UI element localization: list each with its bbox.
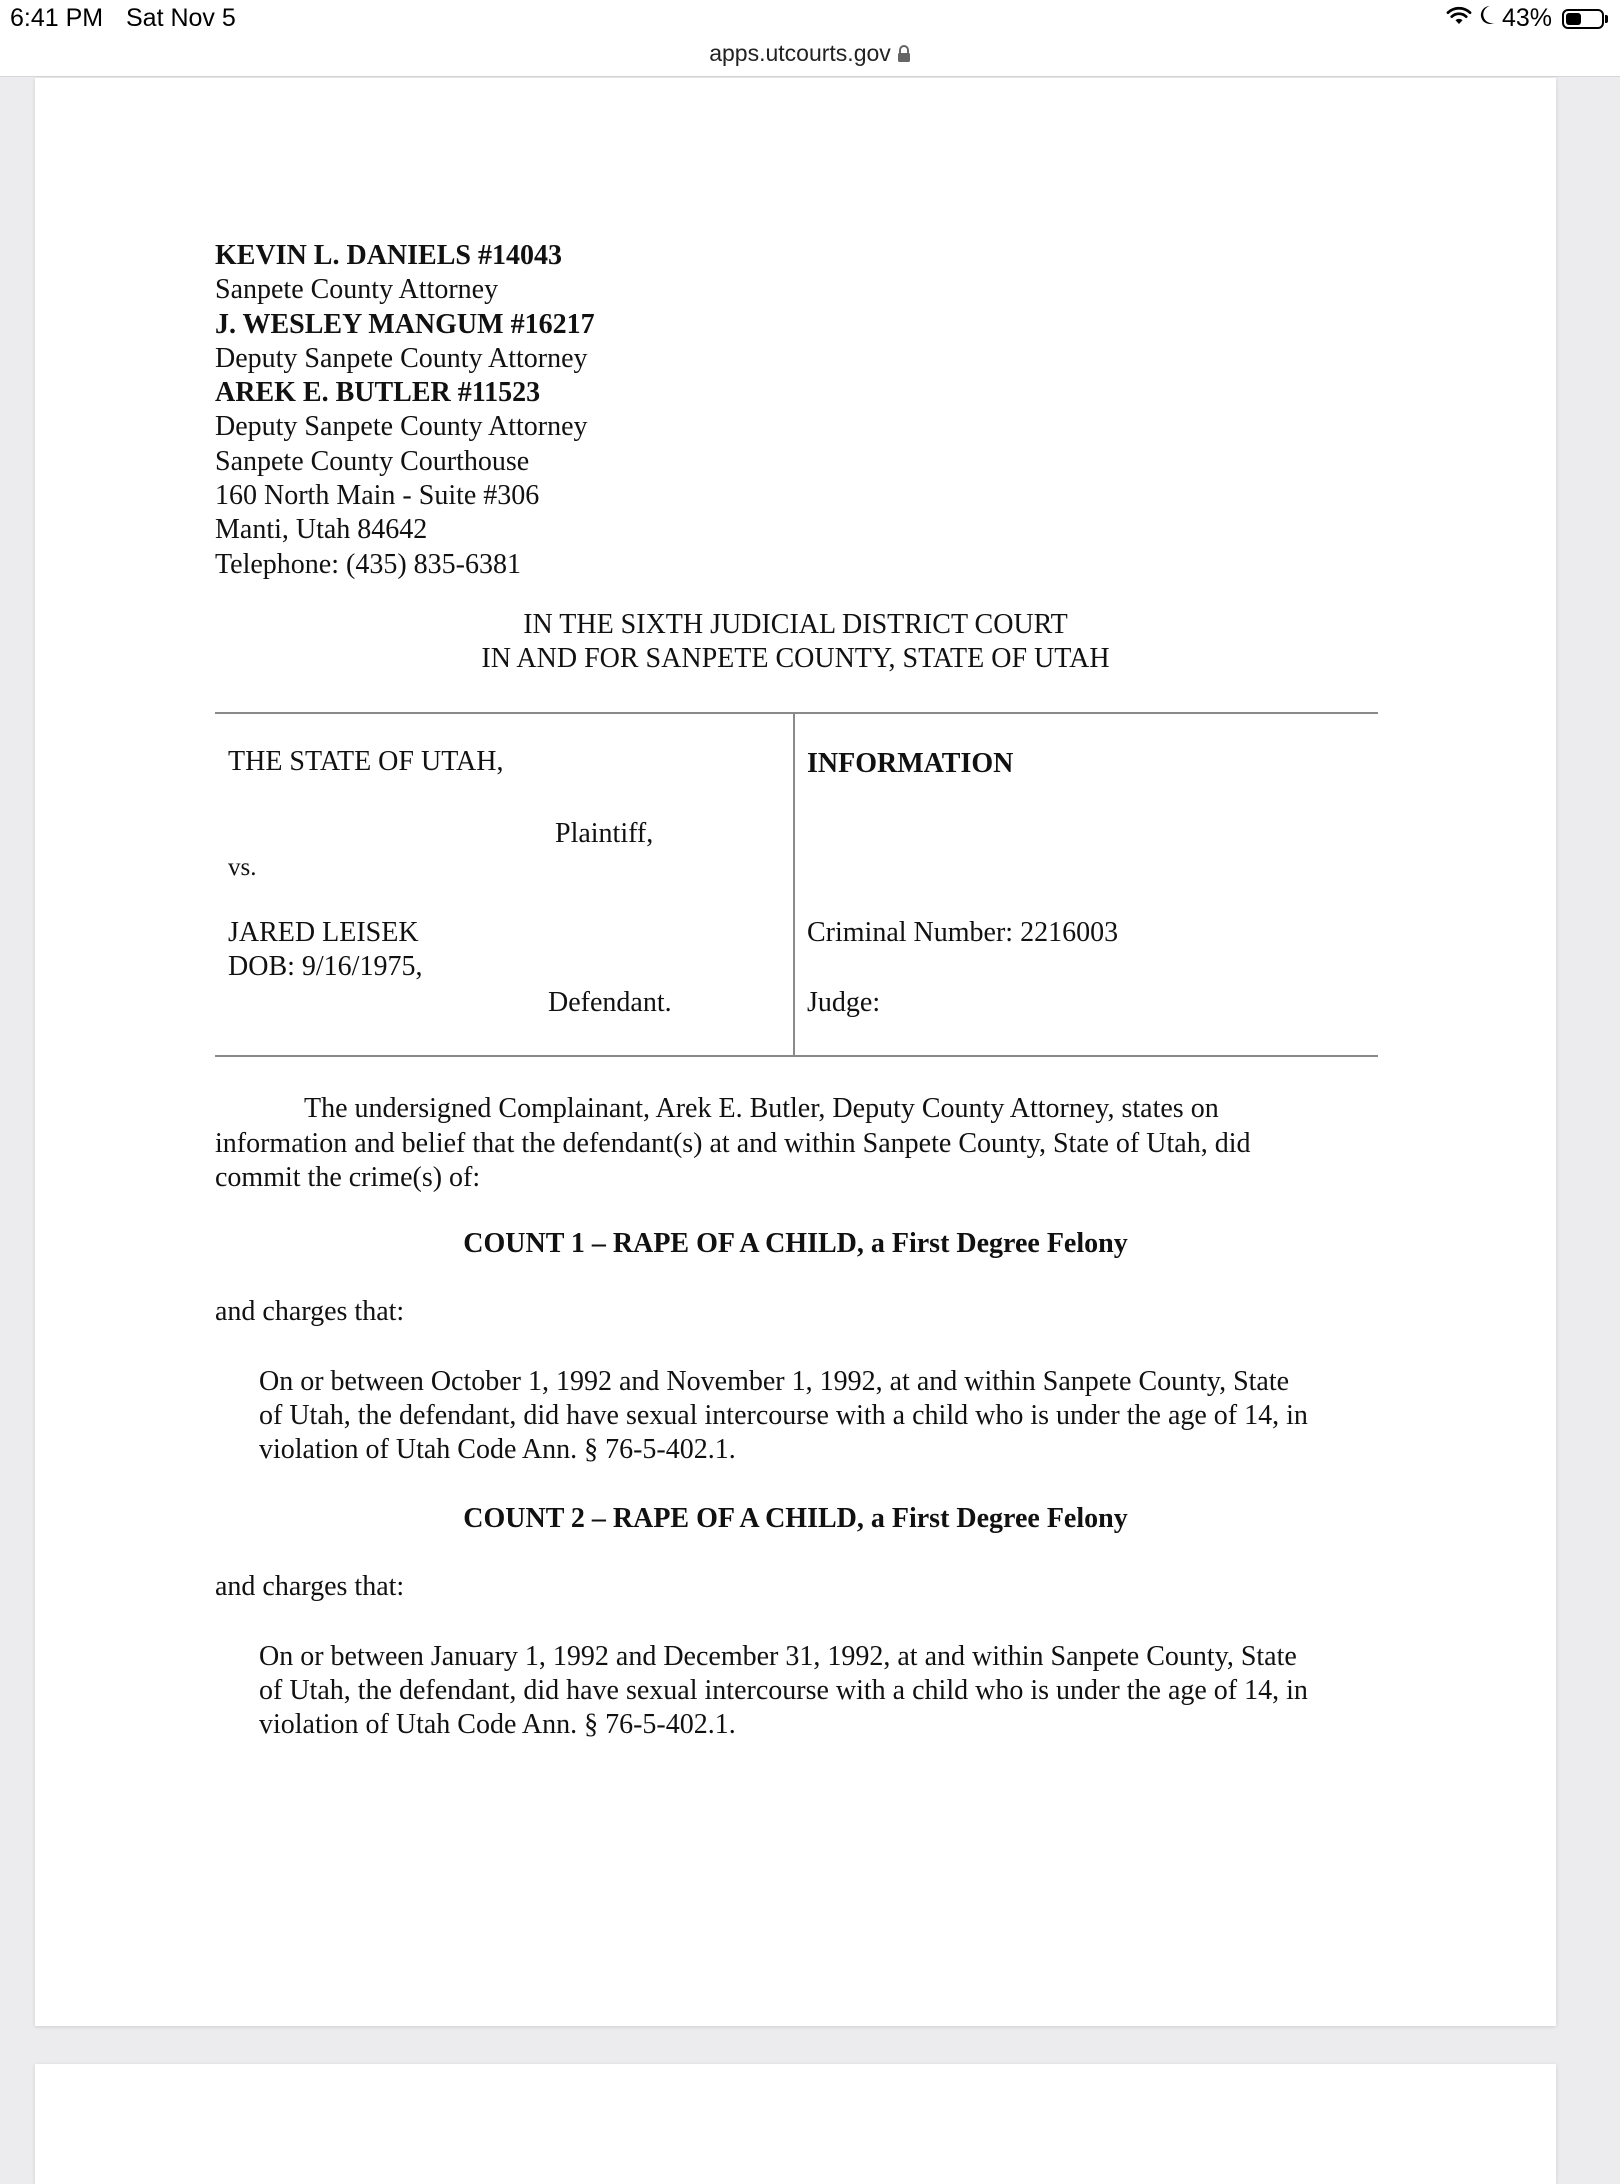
- court-line: IN THE SIXTH JUDICIAL DISTRICT COURT: [523, 609, 1068, 640]
- caption-top-rule: [215, 712, 1378, 714]
- count-2-title: COUNT 2 – RAPE OF A CHILD, a First Degree Felony: [463, 1503, 1128, 1534]
- defendant-dob: DOB: 9/16/1975,: [228, 951, 423, 982]
- document-page-2: [35, 2064, 1556, 2184]
- url-bar[interactable]: [0, 40, 1620, 69]
- judge-label: Judge:: [807, 987, 881, 1018]
- count-1-text: [259, 1365, 1308, 1467]
- lock-icon: [897, 42, 911, 69]
- count-text-line: violation of Utah Code Ann. § 76-5-402.1.: [259, 1434, 736, 1465]
- defendant-name: JARED LEISEK: [228, 917, 419, 948]
- versus-label: vs.: [228, 854, 257, 881]
- battery-percent: 43%: [1501, 4, 1552, 32]
- caption-bottom-rule: [215, 1055, 1378, 1057]
- status-bar: [0, 0, 1620, 77]
- document-type: INFORMATION: [807, 748, 1014, 779]
- telephone-line: Telephone: (435) 835-6381: [215, 548, 521, 580]
- document-page: [35, 78, 1556, 2026]
- count-text-line: On or between October 1, 1992 and November 1, 1992, at and within Sanpete County, State: [259, 1366, 1290, 1397]
- attorney-title: Deputy Sanpete County Attorney: [215, 342, 588, 374]
- attorney-title: Sanpete County Attorney: [215, 274, 499, 306]
- wifi-icon: [1446, 4, 1472, 33]
- attorney-name: J. WESLEY MANGUM #16217: [215, 308, 595, 340]
- defendant-label: Defendant.: [548, 987, 672, 1018]
- court-heading: [35, 608, 1556, 676]
- attorney-name: KEVIN L. DANIELS #14043: [215, 240, 562, 271]
- count-text-line: of Utah, the defendant, did have sexual intercourse with a child who is under the age of 14, in: [259, 1675, 1308, 1706]
- count-1-title: COUNT 1 – RAPE OF A CHILD, a First Degree Felony: [463, 1228, 1128, 1259]
- plaintiff-name: THE STATE OF UTAH,: [228, 746, 504, 777]
- intro-line: The undersigned Complainant, Arek E. Butler, Deputy County Attorney, states on: [304, 1093, 1219, 1124]
- battery-icon: [1558, 9, 1608, 29]
- court-line: IN AND FOR SANPETE COUNTY, STATE OF UTAH: [481, 643, 1110, 674]
- count-text-line: violation of Utah Code Ann. § 76-5-402.1.: [259, 1709, 736, 1740]
- count-2-text: [259, 1640, 1308, 1742]
- attorney-block: [215, 239, 595, 582]
- plaintiff-label: Plaintiff,: [555, 818, 654, 849]
- intro-paragraph: [215, 1092, 1250, 1196]
- intro-line: commit the crime(s) of:: [215, 1162, 481, 1193]
- status-date: Sat Nov 5: [126, 4, 236, 32]
- address-line: 160 North Main - Suite #306: [215, 480, 540, 512]
- count-text-line: On or between January 1, 1992 and December 31, 1992, at and within Sanpete County, State: [259, 1641, 1297, 1672]
- criminal-number: Criminal Number: 2216003: [807, 917, 1119, 948]
- address-line: Sanpete County Courthouse: [215, 445, 530, 477]
- attorney-name: AREK E. BUTLER #11523: [215, 377, 541, 409]
- status-indicators: [1446, 4, 1608, 33]
- address-line: Manti, Utah 84642: [215, 514, 428, 546]
- count-text-line: of Utah, the defendant, did have sexual intercourse with a child who is under the age of 14, in: [259, 1400, 1308, 1431]
- caption-divider: [793, 712, 795, 1057]
- url-text: apps.utcourts.gov: [709, 40, 891, 66]
- attorney-title: Deputy Sanpete County Attorney: [215, 411, 588, 443]
- moon-icon: [1478, 4, 1496, 33]
- count-1-charges: and charges that:: [215, 1296, 405, 1327]
- intro-line: information and belief that the defendant(s) at and within Sanpete County, State of Utah, did: [215, 1127, 1251, 1159]
- count-2-charges: and charges that:: [215, 1571, 405, 1602]
- status-time: 6:41 PM: [10, 4, 104, 32]
